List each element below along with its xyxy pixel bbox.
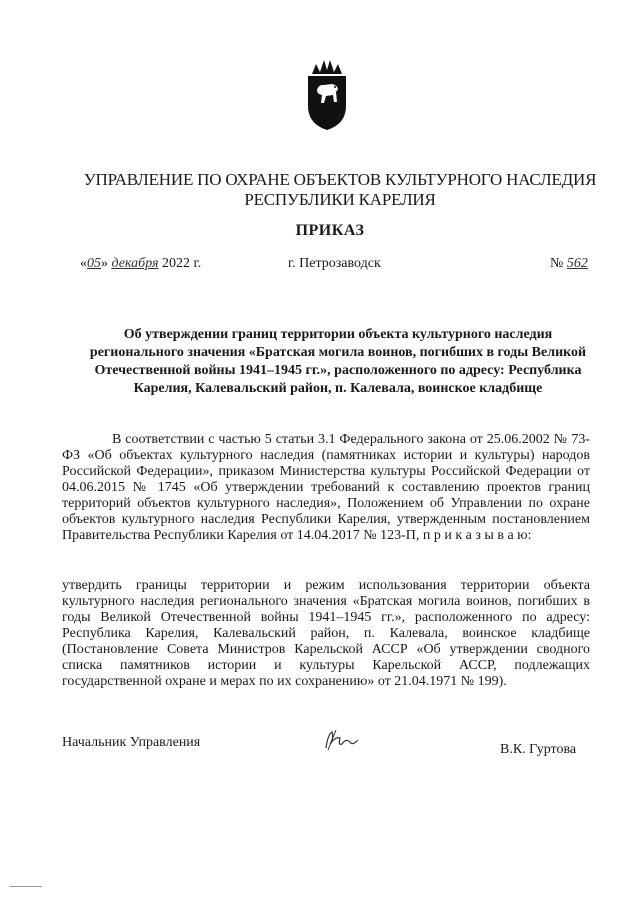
document-type: ПРИКАЗ (295, 222, 365, 239)
signer-name: В.К. Гуртова (500, 742, 577, 757)
order-city: г. Петрозаводск (288, 256, 381, 271)
order-paragraph: утвердить границы территории и режим использования территории объекта культурного наследия регионального значения «Братская могила воинов, погибших в годы Великой Отечественной войны 1941–1945 гг.», расположенного по адресу: Республика Карелия, Калевальский район, п. Калевала, воинское кладбище (Постановление Совета Министров Карельской АССР «Об утверждении сводного списка памятников истории и культуры Карельской АССР, подлежащих государственной охране и мерах по их сохранению» от 21.04.1971 № 199). (62, 578, 590, 689)
date-year: 2022 г. (162, 256, 202, 271)
subject-line-3: Отечественной войны 1941–1945 гг.», расположенного по адресу: Республика (94, 363, 582, 378)
organization-name (80, 170, 600, 210)
subject-line-2: регионального значения «Братская могила воинов, погибших в годы Великой (89, 345, 587, 360)
org-line-2: РЕСПУБЛИКИ КАРЕЛИЯ (244, 190, 436, 209)
number-value: 562 (566, 256, 588, 271)
org-line-1: УПРАВЛЕНИЕ ПО ОХРАНЕ ОБЪЕКТОВ КУЛЬТУРНОГО НАСЛЕДИЯ (83, 170, 597, 189)
order-subject (78, 326, 598, 398)
date-day: 05 (87, 256, 101, 271)
handwritten-signature (322, 728, 362, 754)
subject-line-1: Об утверждении границ территории объекта культурного наследия (123, 327, 553, 342)
date-quote-close: » (101, 256, 108, 271)
date-month: декабря (111, 256, 159, 271)
signer-position: Начальник Управления (62, 735, 201, 750)
footer-divider (10, 886, 42, 887)
karelia-coat-of-arms-icon (302, 58, 352, 132)
preamble-paragraph: В соответствии с частью 5 статьи 3.1 Федерального закона от 25.06.2002 № 73-ФЗ «Об объектах культурного наследия (памятниках истории и культуры) народов Российской Федерации», приказом Министерства культуры Российской Федерации от 04.06.2015 № 1745 «Об утверждении требований к составлению проектов границ территорий объектов культурного наследия», Положением об Управлении по охране объектов культурного наследия Республики Карелия, утвержденным постановлением Правительства Республики Карелия от 14.04.2017 № 123-П, п р и к а з ы в а ю: (62, 432, 590, 543)
order-date (80, 256, 201, 272)
date-quote-open: « (80, 256, 87, 271)
number-prefix: № (550, 256, 564, 271)
subject-line-4: Карелия, Калевальский район, п. Калевала, воинское кладбище (133, 381, 543, 396)
order-number (550, 256, 588, 272)
